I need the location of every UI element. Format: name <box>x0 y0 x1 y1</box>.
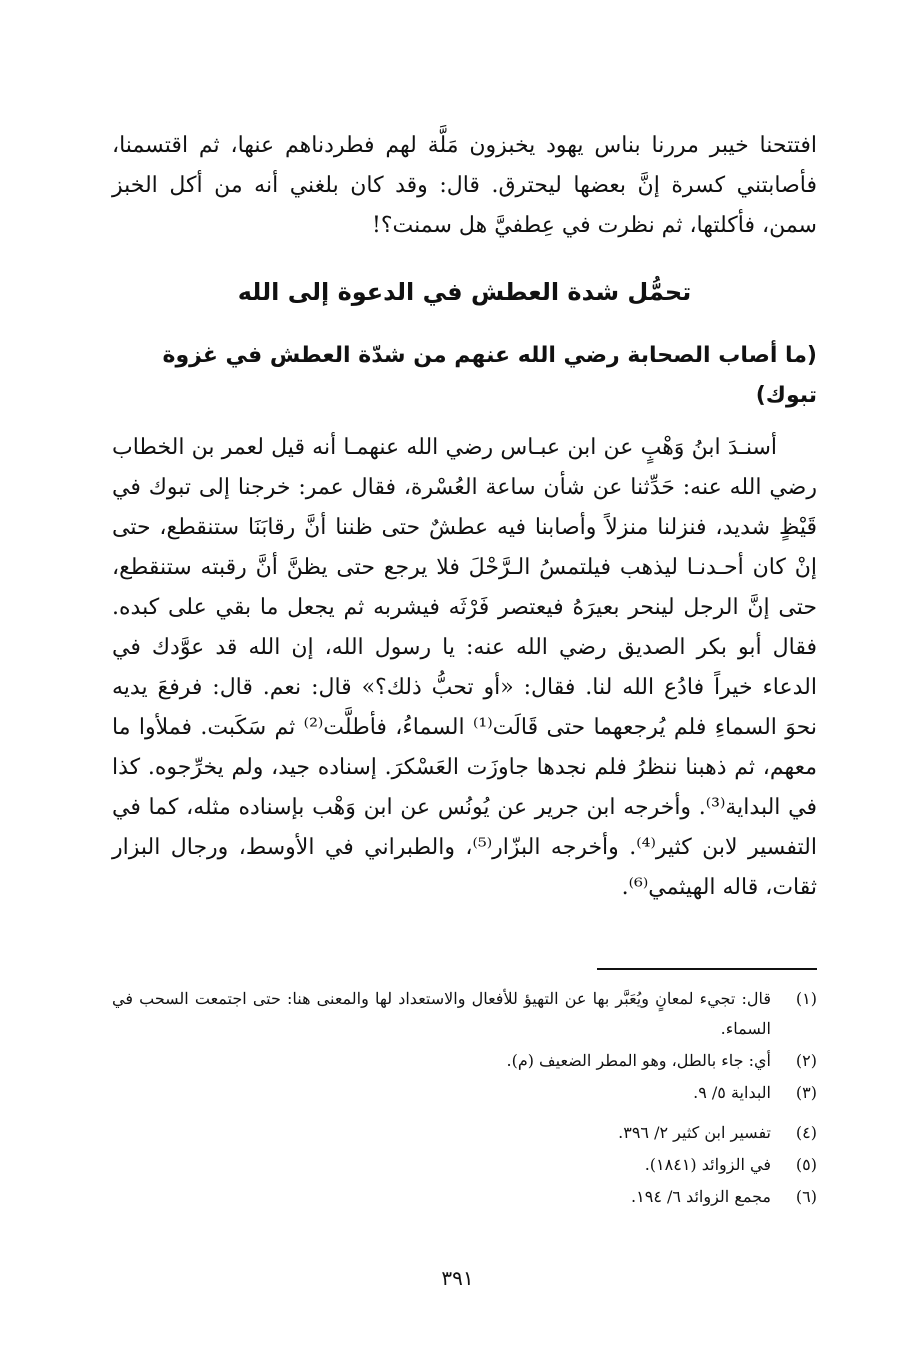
page-content <box>112 118 817 908</box>
footnote-5 <box>112 1150 817 1180</box>
footnote-number: (٥) <box>795 1155 817 1174</box>
intro-paragraph: افتتحنا خيبر مررنا بناس يهود يخبزون مَلَّة لهم فطردناهم عنها، ثم اقتسمنا، فأصابتني كسرة إنَّ بعضها ليحترق. قال: وقد كان بلغني أنه من أكل الخبز سمن، فأكلتها، ثم نظرت في عِطفيَّ هل سمنت؟! <box>112 133 817 238</box>
page-number: ٣٩١ <box>441 1266 474 1290</box>
footnote-text: مجمع الزوائد ٦/ ١٩٤. <box>631 1187 771 1206</box>
footnote-number: (١) <box>795 989 817 1008</box>
footnote-number: (٦) <box>795 1187 817 1206</box>
main-paragraph: أسنـدَ ابنُ وَهْبٍ عن ابن عبـاس رضي الله عنهمـا أنه قيل لعمر بن الخطاب رضي الله عنه: حَدِّثنا عن شأن ساعة العُسْرة، فقال عمر: خرجنا إلى تبوك في قَيْظٍ شديد، فنزلنا منزلاً وأصابنا فيه عطشٌ حتى ظننا أنَّ رقابَنَا ستنقطع، حتى إنْ كان أحـدنـا ليذهب فيلتمسُ الـرَّحْلَ فلا يرجع حتى يظنَّ أنَّ رقبته ستنقطع، حتى إنَّ الرجل لينحر بعيرَهُ فيعتصر فَرْثَه فيشربه ثم يجعل ما بقي على كبده. فقال أبو بكر الصديق رضي الله عنه: يا رسول الله، إن الله قد عوَّدك في الدعاء خيراً فادُع الله لنا. فقال: «أو تحبُّ ذلك؟» قال: نعم. قال: فرفعَ يديه نحوَ السماءِ فلم يُرجعهما حتى قَالَت⁽¹⁾ السماءُ، فأطلَّت⁽²⁾ ثم سَكَبت. فملأوا ما معهم، ثم ذهبنا ننظرُ فلم نجدها جاوزَت العَسْكرَ. إسناده جيد، ولم يخرِّجوه. كذا في البداية⁽³⁾. وأخرجه ابن جرير عن يُونُس عن ابن وَهْب بإسناده مثله، كما في التفسير لابن كثير⁽⁴⁾. وأخرجه البزّار⁽⁵⁾، والطبراني في الأوسط، ورجال البزار ثقات، قاله الهيثمي⁽⁶⁾. <box>112 435 817 900</box>
footnote-text: أي: جاء بالطل، وهو المطر الضعيف (م). <box>506 1051 771 1070</box>
footnote-number: (٤) <box>795 1123 817 1142</box>
footnotes <box>112 984 817 1214</box>
footnote-text: قال: تجيء لمعانٍ ويُعَبَّر بها عن التهيؤ للأفعال والاستعداد لها والمعنى هنا: حتى اجتمعت السحب في السماء. <box>112 989 771 1038</box>
footnote-number: (٣) <box>795 1083 817 1102</box>
footnote-text: البداية ٥/ ٩. <box>693 1083 771 1102</box>
footnote-2 <box>112 1046 817 1076</box>
footnote-3 <box>112 1078 817 1108</box>
footnote-divider <box>597 968 817 970</box>
subheading: (ما أصاب الصحابة رضي الله عنهم من شدّة العطش في غزوة تبوك) <box>162 343 817 408</box>
footnote-text: في الزوائد (١٨٤١). <box>644 1155 771 1174</box>
footnote-6 <box>112 1182 817 1212</box>
footnote-4 <box>112 1118 817 1148</box>
footnote-text: تفسير ابن كثير ٢/ ٣٩٦. <box>618 1123 771 1142</box>
footnote-number: (٢) <box>795 1051 817 1070</box>
section-heading: تحمُّل شدة العطش في الدعوة إلى الله <box>237 278 692 306</box>
footnote-1 <box>112 984 817 1044</box>
